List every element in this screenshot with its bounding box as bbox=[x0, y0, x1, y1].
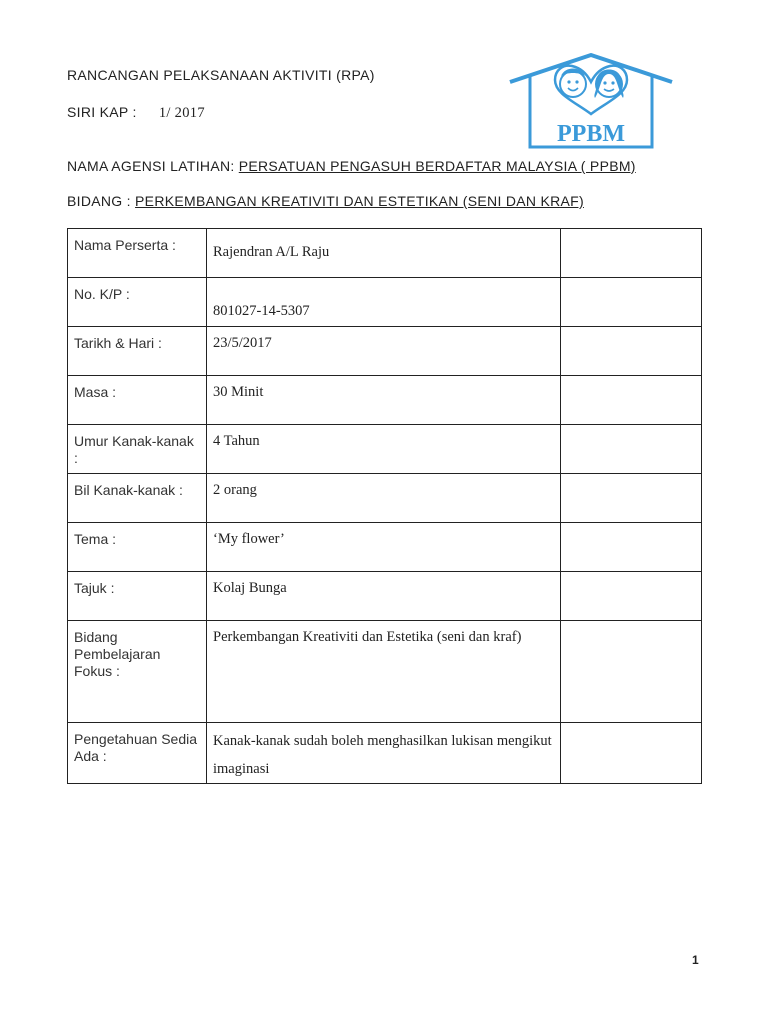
rpa-details-table bbox=[67, 228, 702, 784]
row-extra-cell bbox=[561, 327, 702, 376]
row-extra-cell bbox=[561, 572, 702, 621]
table-row bbox=[68, 474, 702, 523]
table-row bbox=[68, 327, 702, 376]
row-value: Kanak-kanak sudah boleh menghasilkan lukisan mengikut imaginasi bbox=[207, 723, 561, 784]
table-row bbox=[68, 376, 702, 425]
row-extra-cell bbox=[561, 425, 702, 474]
row-value: 4 Tahun bbox=[207, 425, 561, 474]
agensi-line bbox=[67, 158, 636, 174]
row-label: No. K/P : bbox=[68, 278, 207, 327]
row-value: Perkembangan Kreativiti dan Estetika (seni dan kraf) bbox=[207, 621, 561, 723]
page-number: 1 bbox=[692, 953, 699, 967]
document-title: RANCANGAN PELAKSANAAN AKTIVITI (RPA) bbox=[67, 67, 375, 83]
table-row bbox=[68, 723, 702, 784]
table-row bbox=[68, 523, 702, 572]
row-value: Kolaj Bunga bbox=[207, 572, 561, 621]
row-label: Umur Kanak-kanak : bbox=[68, 425, 207, 474]
row-label: Tema : bbox=[68, 523, 207, 572]
bidang-label: BIDANG : bbox=[67, 193, 136, 209]
bidang-value: PERKEMBANGAN KREATIVITI DAN ESTETIKAN (SENI DAN KRAF) bbox=[135, 193, 584, 209]
row-value: 2 orang bbox=[207, 474, 561, 523]
row-extra-cell bbox=[561, 376, 702, 425]
row-extra-cell bbox=[561, 723, 702, 784]
row-value: 30 Minit bbox=[207, 376, 561, 425]
row-value: 23/5/2017 bbox=[207, 327, 561, 376]
row-label: Bil Kanak-kanak : bbox=[68, 474, 207, 523]
siri-kap-label: SIRI KAP : bbox=[67, 104, 137, 120]
logo-text: PPBM bbox=[557, 121, 625, 147]
siri-kap-line bbox=[67, 104, 205, 122]
bidang-line bbox=[67, 193, 584, 209]
row-extra-cell bbox=[561, 229, 702, 278]
agensi-value: PERSATUAN PENGASUH BERDAFTAR MALAYSIA ( PPBM) bbox=[238, 158, 636, 174]
table-row bbox=[68, 621, 702, 723]
row-label: Bidang Pembelajaran Fokus : bbox=[68, 621, 207, 723]
row-extra-cell bbox=[561, 523, 702, 572]
children-heart-icon bbox=[555, 66, 627, 114]
table-row bbox=[68, 278, 702, 327]
row-extra-cell bbox=[561, 621, 702, 723]
agensi-label: NAMA AGENSI LATIHAN: bbox=[67, 158, 239, 174]
row-value: ‘My flower’ bbox=[207, 523, 561, 572]
row-label: Tarikh & Hari : bbox=[68, 327, 207, 376]
row-label: Masa : bbox=[68, 376, 207, 425]
table-row bbox=[68, 425, 702, 474]
table-row bbox=[68, 229, 702, 278]
row-extra-cell bbox=[561, 474, 702, 523]
row-value: Rajendran A/L Raju bbox=[207, 229, 561, 278]
row-label: Tajuk : bbox=[68, 572, 207, 621]
ppbm-logo bbox=[505, 52, 677, 152]
row-label: Nama Perserta : bbox=[68, 229, 207, 278]
row-label: Pengetahuan Sedia Ada : bbox=[68, 723, 207, 784]
table-row bbox=[68, 572, 702, 621]
row-value: 801027-14-5307 bbox=[207, 278, 561, 327]
row-extra-cell bbox=[561, 278, 702, 327]
siri-kap-value: 1/ 2017 bbox=[158, 105, 205, 121]
